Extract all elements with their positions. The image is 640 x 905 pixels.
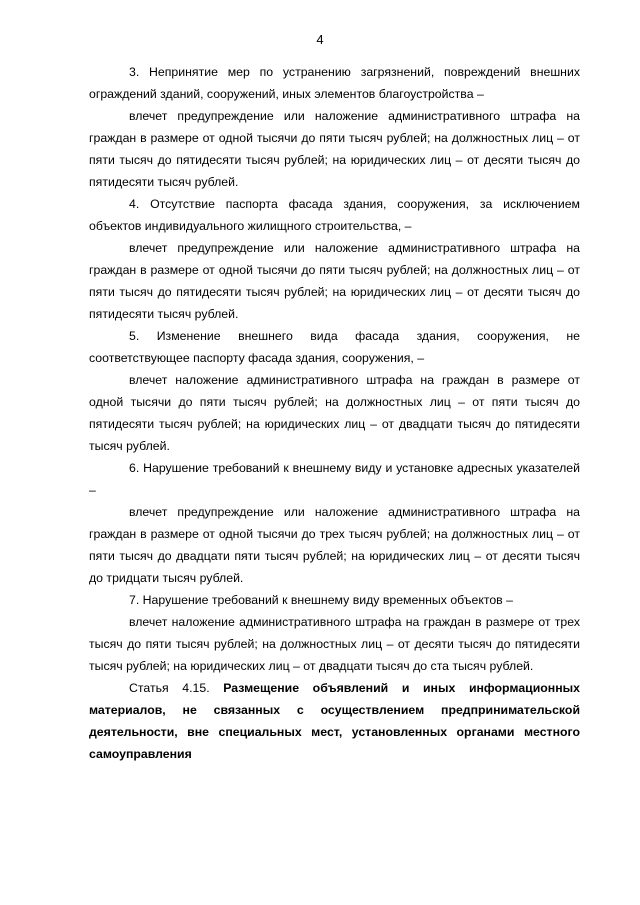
paragraph-item-4-offense: 4. Отсутствие паспорта фасада здания, сооружения, за исключением объектов индивидуального жилищного строительства, – — [89, 197, 580, 233]
article-label: Статья 4.15. — [129, 681, 210, 695]
paragraph-item-6-penalty: влечет предупреждение или наложение административного штрафа на граждан в размере от одной тысячи до трех тысяч рублей; на должностных лиц – от пяти тысяч до двадцати пяти тысяч рублей; на юридических лиц – от десяти тысяч до тридцати тысяч рублей. — [89, 505, 580, 585]
document-body — [89, 61, 580, 765]
paragraph-item-5-offense: 5. Изменение внешнего вида фасада здания, сооружения, не соответствующее паспорту фасада здания, сооружения, – — [89, 329, 580, 365]
paragraph-item-7-offense: 7. Нарушение требований к внешнему виду временных объектов – — [129, 593, 513, 607]
paragraph-item-7-penalty: влечет наложение административного штрафа на граждан в размере от трех тысяч до пяти тысяч рублей; на должностных лиц – от десяти тысяч до пятидесяти тысяч рублей; на юридических лиц – от двадцати тысяч до ста тысяч рублей. — [89, 615, 580, 673]
paragraph-item-3-offense: 3. Непринятие мер по устранению загрязнений, повреждений внешних ограждений зданий, сооружений, иных элементов благоустройства – — [89, 65, 580, 101]
article-title: Размещение объявлений и иных информационных материалов, не связанных с осуществлением предпринимательской деятельности, вне специальных мест, установленных органами местного самоуправления — [89, 681, 580, 761]
paragraph-item-5-penalty: влечет наложение административного штрафа на граждан в размере от одной тысячи до пяти тысяч рублей; на должностных лиц – от пяти тысяч до пятидесяти тысяч рублей; на юридических лиц – от двадцати тысяч до пятидесяти тысяч рублей. — [89, 373, 580, 453]
paragraph-item-4-penalty: влечет предупреждение или наложение административного штрафа на граждан в размере от одной тысячи до пяти тысяч рублей; на должностных лиц – от пяти тысяч до пятидесяти тысяч рублей; на юридических лиц – от десяти тысяч до пятидесяти тысяч рублей. — [89, 241, 580, 321]
paragraph-item-6-offense: 6. Нарушение требований к внешнему виду и установке адресных указателей – — [89, 461, 580, 497]
article-heading — [89, 677, 580, 765]
page-number: 4 — [316, 32, 324, 47]
paragraph-item-3-penalty: влечет предупреждение или наложение административного штрафа на граждан в размере от одной тысячи до пяти тысяч рублей; на должностных лиц – от пяти тысяч до пятидесяти тысяч рублей; на юридических лиц – от десяти тысяч до пятидесяти тысяч рублей. — [89, 109, 580, 189]
